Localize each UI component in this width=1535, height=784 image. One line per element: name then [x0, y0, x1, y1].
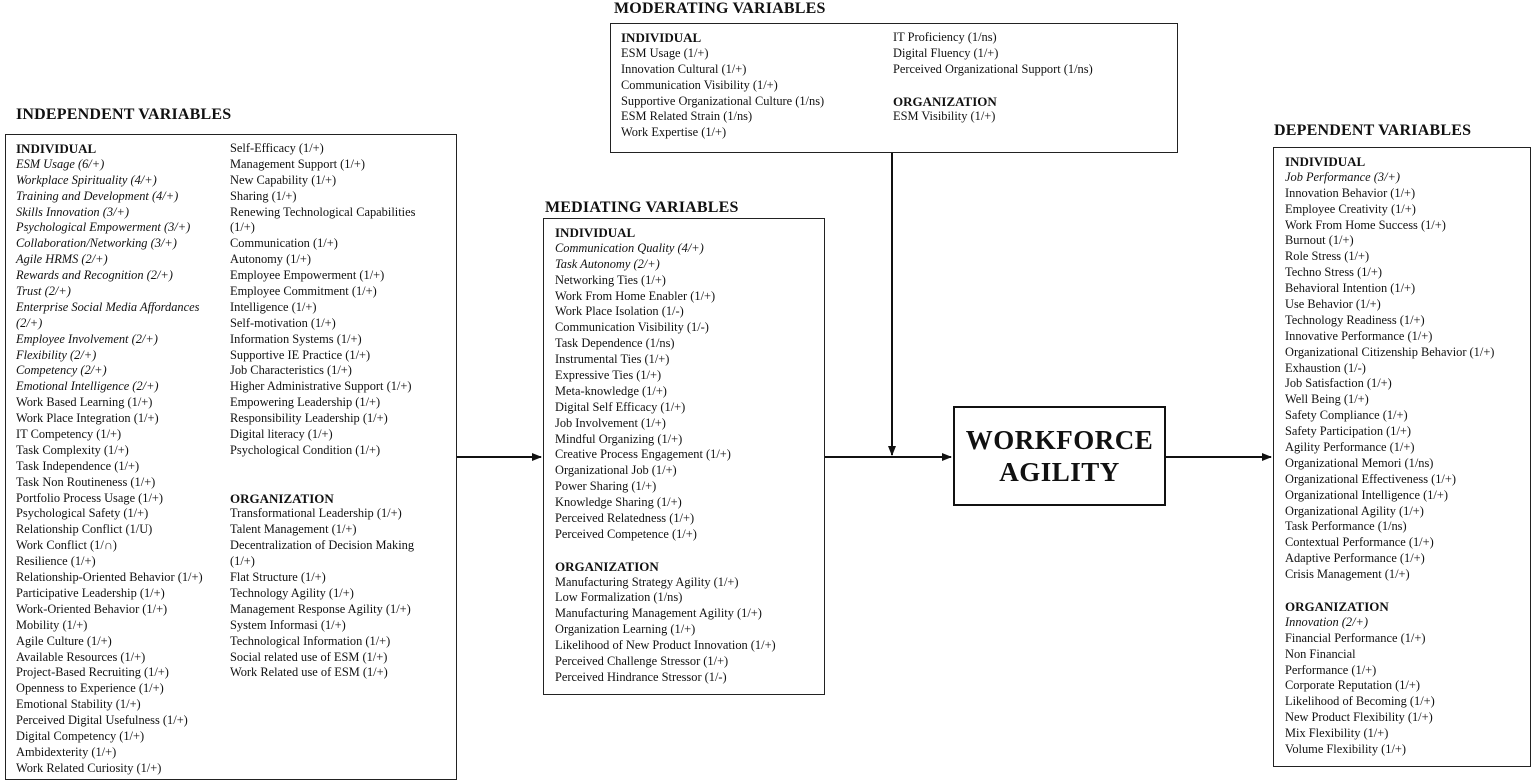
list-item: Manufacturing Strategy Agility (1/+) [555, 574, 739, 589]
list-item: Low Formalization (1/ns) [555, 590, 683, 605]
list-item: Technology Agility (1/+) [230, 585, 354, 600]
list-item: Task Performance (1/ns) [1285, 519, 1407, 534]
list-item: Transformational Leadership (1/+) [230, 506, 402, 521]
list-item: (1/+) [230, 554, 255, 569]
list-item: Job Performance (3/+) [1285, 169, 1401, 184]
list-item: Work-Oriented Behavior (1/+) [16, 601, 168, 616]
list-item: Agility Performance (1/+) [1285, 440, 1415, 455]
list-item: Digital Self Efficacy (1/+) [555, 399, 686, 414]
list-item: Renewing Technological Capabilities [230, 204, 416, 219]
list-item: Organizational Effectiveness (1/+) [1285, 471, 1456, 486]
list-item: Flat Structure (1/+) [230, 570, 326, 585]
list-item: Techno Stress (1/+) [1285, 265, 1382, 280]
list-item: Skills Innovation (3/+) [16, 204, 129, 219]
list-item: Corporate Reputation (1/+) [1285, 678, 1420, 693]
list-item: Perceived Relatedness (1/+) [555, 511, 695, 526]
list-item: Adaptive Performance (1/+) [1285, 551, 1425, 566]
list-item: Decentralization of Decision Making [230, 538, 415, 553]
list-item: ESM Usage (6/+) [16, 156, 105, 171]
list-item: Agile Culture (1/+) [16, 633, 112, 648]
list-item: Employee Involvement (2/+) [16, 331, 158, 346]
list-item: Employee Empowerment (1/+) [230, 268, 385, 283]
list-item: Performance (1/+) [1285, 662, 1377, 677]
list-item: Responsibility Leadership (1/+) [230, 411, 388, 426]
list-item: ESM Usage (1/+) [621, 45, 709, 60]
list-item: (2/+) [16, 315, 43, 330]
list-item: Work From Home Enabler (1/+) [555, 288, 716, 303]
list-item: Organization Learning (1/+) [555, 622, 696, 637]
list-item: Use Behavior (1/+) [1285, 297, 1381, 312]
list-item: Organizational Job (1/+) [555, 463, 677, 478]
dependent-individual-header: INDIVIDUAL [1285, 154, 1366, 169]
list-item: Psychological Condition (1/+) [230, 442, 381, 457]
list-item: Self-Efficacy (1/+) [230, 141, 324, 155]
list-item: Project-Based Recruiting (1/+) [16, 665, 169, 680]
list-item: Management Response Agility (1/+) [230, 601, 411, 616]
list-item: Collaboration/Networking (3/+) [16, 236, 177, 251]
list-item: Participative Leadership (1/+) [16, 585, 165, 600]
list-item: Networking Ties (1/+) [555, 272, 666, 287]
list-item: Contextual Performance (1/+) [1285, 535, 1434, 550]
list-item: Job Satisfaction (1/+) [1285, 376, 1392, 391]
list-item: Psychological Empowerment (3/+) [16, 220, 191, 235]
list-item: Likelihood of Becoming (1/+) [1285, 694, 1435, 709]
list-item: New Capability (1/+) [230, 172, 337, 187]
list-item: Innovation (2/+) [1285, 614, 1369, 629]
list-item: Supportive Organizational Culture (1/ns) [621, 93, 825, 108]
list-item: Agile HRMS (2/+) [16, 252, 108, 267]
list-item: Talent Management (1/+) [230, 522, 357, 537]
list-item: Work Conflict (1/∩) [16, 538, 117, 553]
list-item: Communication Visibility (1/-) [555, 320, 709, 335]
list-item: Technology Readiness (1/+) [1285, 312, 1425, 327]
list-item: Available Resources (1/+) [16, 649, 146, 664]
list-item: IT Proficiency (1/ns) [893, 30, 997, 44]
list-item: Flexibility (2/+) [16, 347, 97, 362]
list-item: Communication Quality (4/+) [555, 240, 704, 255]
list-item: Organizational Intelligence (1/+) [1285, 487, 1448, 502]
mediating-organization-header: ORGANIZATION [555, 558, 659, 574]
mediating-title: MEDIATING VARIABLES [545, 199, 739, 216]
list-item: Expressive Ties (1/+) [555, 368, 662, 383]
list-item: Work Expertise (1/+) [621, 125, 727, 140]
list-item: Competency (2/+) [16, 363, 107, 378]
list-item: Perceived Challenge Stressor (1/+) [555, 654, 729, 669]
list-item: Self-motivation (1/+) [230, 315, 336, 330]
list-item: Training and Development (4/+) [16, 188, 179, 203]
mediating-individual-header: INDIVIDUAL [555, 225, 636, 240]
list-item: Innovation Cultural (1/+) [621, 61, 747, 76]
list-item: IT Competency (1/+) [16, 427, 122, 442]
list-item: Task Dependence (1/ns) [555, 336, 675, 351]
list-item: Creative Process Engagement (1/+) [555, 447, 731, 462]
list-item: Organizational Citizenship Behavior (1/+) [1285, 344, 1495, 359]
list-item: Innovation Behavior (1/+) [1285, 185, 1416, 200]
list-item: Employee Commitment (1/+) [230, 284, 377, 299]
list-item: Perceived Digital Usefulness (1/+) [16, 713, 188, 728]
moderating-organization-header: ORGANIZATION [893, 93, 997, 109]
moderating-title: MODERATING VARIABLES [614, 0, 826, 17]
list-item: Perceived Organizational Support (1/ns) [893, 61, 1093, 76]
list-item: Work From Home Success (1/+) [1285, 217, 1446, 232]
list-item: Sharing (1/+) [230, 188, 297, 203]
list-item: Management Support (1/+) [230, 156, 365, 171]
list-item: Perceived Hindrance Stressor (1/-) [555, 669, 727, 684]
list-item: Rewards and Recognition (2/+) [16, 268, 173, 283]
list-item: Likelihood of New Product Innovation (1/+) [555, 638, 776, 653]
list-item: Relationship Conflict (1/U) [16, 522, 153, 537]
list-item: Digital literacy (1/+) [230, 427, 333, 442]
list-item: ESM Related Strain (1/ns) [621, 109, 753, 124]
list-item: Safety Compliance (1/+) [1285, 408, 1408, 423]
list-item: Intelligence (1/+) [230, 299, 317, 314]
list-item: Knowledge Sharing (1/+) [555, 495, 682, 510]
list-item: Task Non Routineness (1/+) [16, 474, 156, 489]
list-item: Work Place Integration (1/+) [16, 411, 159, 426]
list-item: Psychological Safety (1/+) [16, 506, 149, 521]
list-item: Job Characteristics (1/+) [230, 363, 352, 378]
list-item: Behavioral Intention (1/+) [1285, 281, 1416, 296]
list-item: Workplace Spirituality (4/+) [16, 172, 157, 187]
list-item: Trust (2/+) [16, 284, 71, 299]
list-item: Technological Information (1/+) [230, 633, 391, 648]
list-item: Enterprise Social Media Affordances [16, 299, 200, 314]
list-item: Higher Administrative Support (1/+) [230, 379, 412, 394]
list-item: Communication (1/+) [230, 236, 338, 251]
independent-organization-header: ORGANIZATION [230, 490, 334, 506]
list-item: Work Based Learning (1/+) [16, 395, 153, 410]
list-item: Emotional Intelligence (2/+) [16, 379, 159, 394]
list-item: Openness to Experience (1/+) [16, 681, 164, 696]
list-item: Crisis Management (1/+) [1285, 567, 1410, 582]
list-item: Organizational Memori (1/ns) [1285, 455, 1434, 470]
independent-individual-header: INDIVIDUAL [16, 141, 97, 156]
list-item: Innovative Performance (1/+) [1285, 328, 1433, 343]
list-item: Portfolio Process Usage (1/+) [16, 490, 164, 505]
list-item: Perceived Competence (1/+) [555, 526, 697, 541]
list-item: Task Complexity (1/+) [16, 442, 129, 457]
list-item: Task Autonomy (2/+) [555, 256, 660, 271]
list-item: (1/+) [230, 220, 255, 235]
list-item: Autonomy (1/+) [230, 252, 311, 267]
list-item: New Product Flexibility (1/+) [1285, 710, 1433, 725]
list-item: Emotional Stability (1/+) [16, 697, 141, 712]
list-item: Communication Visibility (1/+) [621, 77, 778, 92]
list-item: Financial Performance (1/+) [1285, 630, 1426, 645]
list-item: Digital Fluency (1/+) [893, 45, 999, 60]
list-item: Well Being (1/+) [1285, 392, 1369, 407]
list-item: Mix Flexibility (1/+) [1285, 726, 1389, 741]
list-item: Work Related Curiosity (1/+) [16, 760, 162, 775]
list-item: Social related use of ESM (1/+) [230, 649, 388, 664]
list-item: Relationship-Oriented Behavior (1/+) [16, 570, 203, 585]
list-item: Non Financial [1285, 646, 1356, 661]
list-item: System Informasi (1/+) [230, 617, 346, 632]
list-item: Resilience (1/+) [16, 554, 96, 569]
moderating-individual-header: INDIVIDUAL [621, 30, 702, 45]
list-item: Mobility (1/+) [16, 617, 88, 632]
list-item: Ambidexterity (1/+) [16, 744, 117, 759]
list-item: Safety Participation (1/+) [1285, 424, 1412, 439]
list-item: Instrumental Ties (1/+) [555, 352, 670, 367]
list-item: Job Involvement (1/+) [555, 415, 666, 430]
list-item: Information Systems (1/+) [230, 331, 362, 346]
list-item: Manufacturing Management Agility (1/+) [555, 606, 762, 621]
list-item: Role Stress (1/+) [1285, 249, 1370, 264]
list-item: Work Related use of ESM (1/+) [230, 665, 388, 680]
list-item: ESM Visibility (1/+) [893, 109, 996, 124]
list-item: Supportive IE Practice (1/+) [230, 347, 371, 362]
list-item: Work Place Isolation (1/-) [555, 304, 684, 319]
list-item: Meta-knowledge (1/+) [555, 383, 667, 398]
list-item: Task Independence (1/+) [16, 458, 140, 473]
list-item: Burnout (1/+) [1285, 233, 1354, 248]
list-item: Exhaustion (1/-) [1285, 360, 1366, 375]
dependent-title: DEPENDENT VARIABLES [1274, 122, 1472, 139]
list-item: Mindful Organizing (1/+) [555, 431, 683, 446]
dependent-organization-header: ORGANIZATION [1285, 598, 1389, 614]
list-item: Digital Competency (1/+) [16, 728, 145, 743]
list-item: Employee Creativity (1/+) [1285, 201, 1416, 216]
list-item: Power Sharing (1/+) [555, 479, 657, 494]
list-item: Empowering Leadership (1/+) [230, 395, 381, 410]
center-title-line2: AGILITY [999, 457, 1120, 487]
list-item: Volume Flexibility (1/+) [1285, 741, 1407, 756]
center-title-line1: WORKFORCE [965, 425, 1154, 455]
independent-title: INDEPENDENT VARIABLES [16, 106, 232, 123]
list-item: Organizational Agility (1/+) [1285, 503, 1424, 518]
